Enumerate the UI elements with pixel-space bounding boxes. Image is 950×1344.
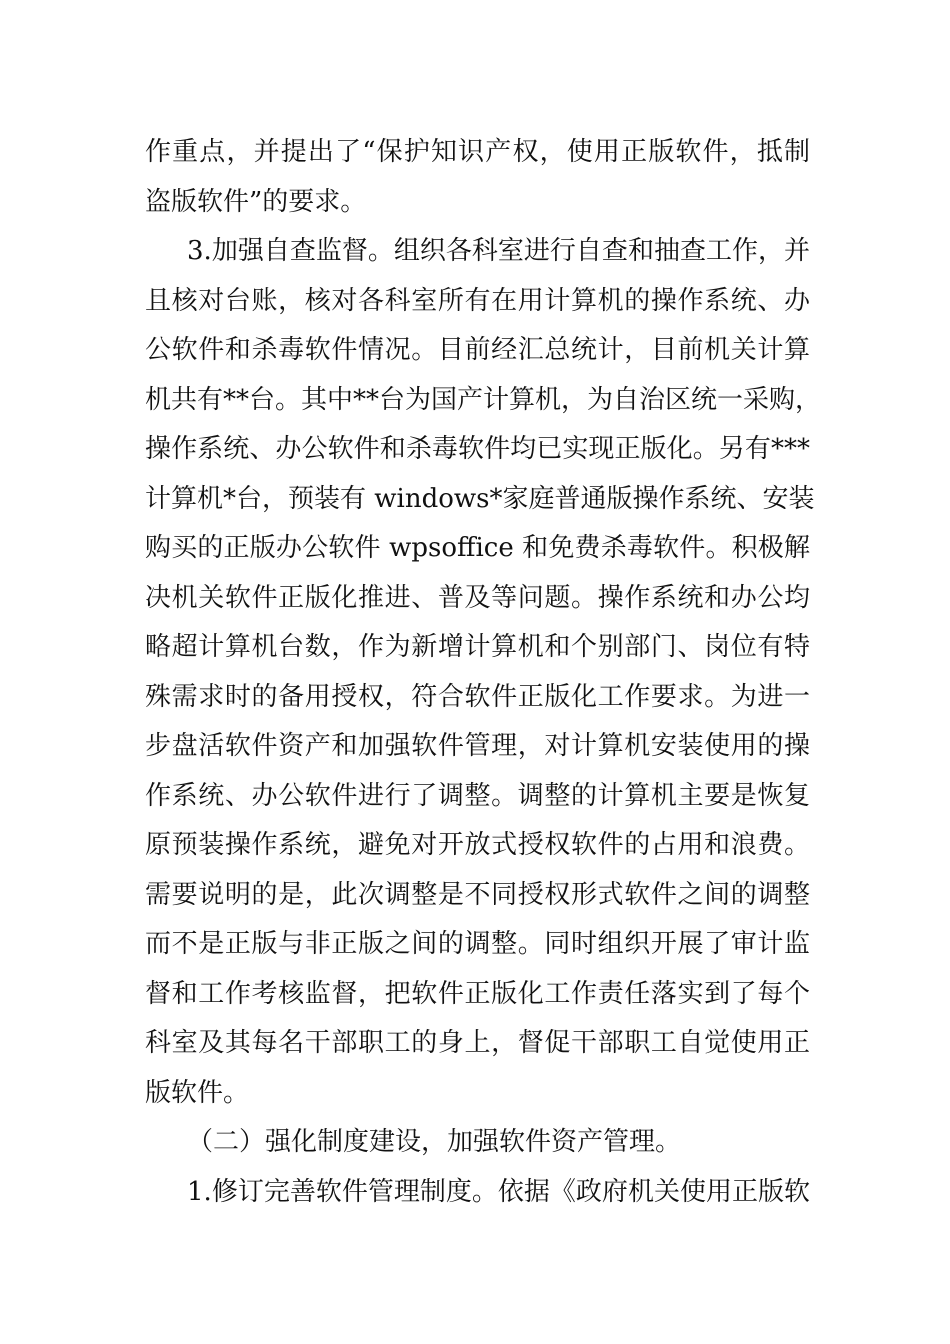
text-line: 版软件。 xyxy=(145,1077,250,1108)
text-line: 而不是正版与非正版之间的调整。同时组织开展了审计监 xyxy=(145,929,810,959)
text-line: 督和工作考核监督，把软件正版化工作责任落实到了每个 xyxy=(145,978,810,1009)
text-line: 1.修订完善软件管理制度。依据《政府机关使用正版软 xyxy=(187,1176,810,1207)
text-line: 需要说明的是，此次调整是不同授权形式软件之间的调整 xyxy=(145,879,810,910)
text-line: 且核对台账，核对各科室所有在用计算机的操作系统、办 xyxy=(145,285,810,316)
text-line: 盗版软件”的要求。 xyxy=(145,186,367,217)
text-line: 决机关软件正版化推进、普及等问题。操作系统和办公均 xyxy=(145,582,810,613)
text-line: 科室及其每名干部职工的身上，督促干部职工自觉使用正 xyxy=(145,1028,810,1058)
text-line: 略超计算机台数，作为新增计算机和个别部门、岗位有特 xyxy=(145,632,810,662)
text-line: 作系统、办公软件进行了调整。调整的计算机主要是恢复 xyxy=(145,780,810,811)
text-line: 购买的正版办公软件 wpsoffice 和免费杀毒软件。积极解 xyxy=(145,533,810,563)
text-line: 3.加强自查监督。组织各科室进行自查和抽查工作，并 xyxy=(187,236,810,266)
text-line: 机共有**台。其中**台为国产计算机，为自治区统一采购， xyxy=(145,384,822,415)
text-line: 公软件和杀毒软件情况。目前经汇总统计，目前机关计算 xyxy=(145,335,810,365)
text-line: 操作系统、办公软件和杀毒软件均已实现正版化。另有*** xyxy=(145,434,810,464)
text-line: 作重点，并提出了“保护知识产权，使用正版软件，抵制 xyxy=(145,137,810,167)
text-line: （二）强化制度建设，加强软件资产管理。 xyxy=(187,1127,682,1157)
body-text xyxy=(145,128,822,1217)
text-line: 殊需求时的备用授权，符合软件正版化工作要求。为进一 xyxy=(145,681,810,712)
text-line: 计算机*台，预装有 windows*家庭普通版操作系统、安装 xyxy=(145,483,815,514)
text-line: 原预装操作系统，避免对开放式授权软件的占用和浪费。 xyxy=(145,830,810,860)
text-line: 步盘活软件资产和加强软件管理，对计算机安装使用的操 xyxy=(145,731,810,761)
